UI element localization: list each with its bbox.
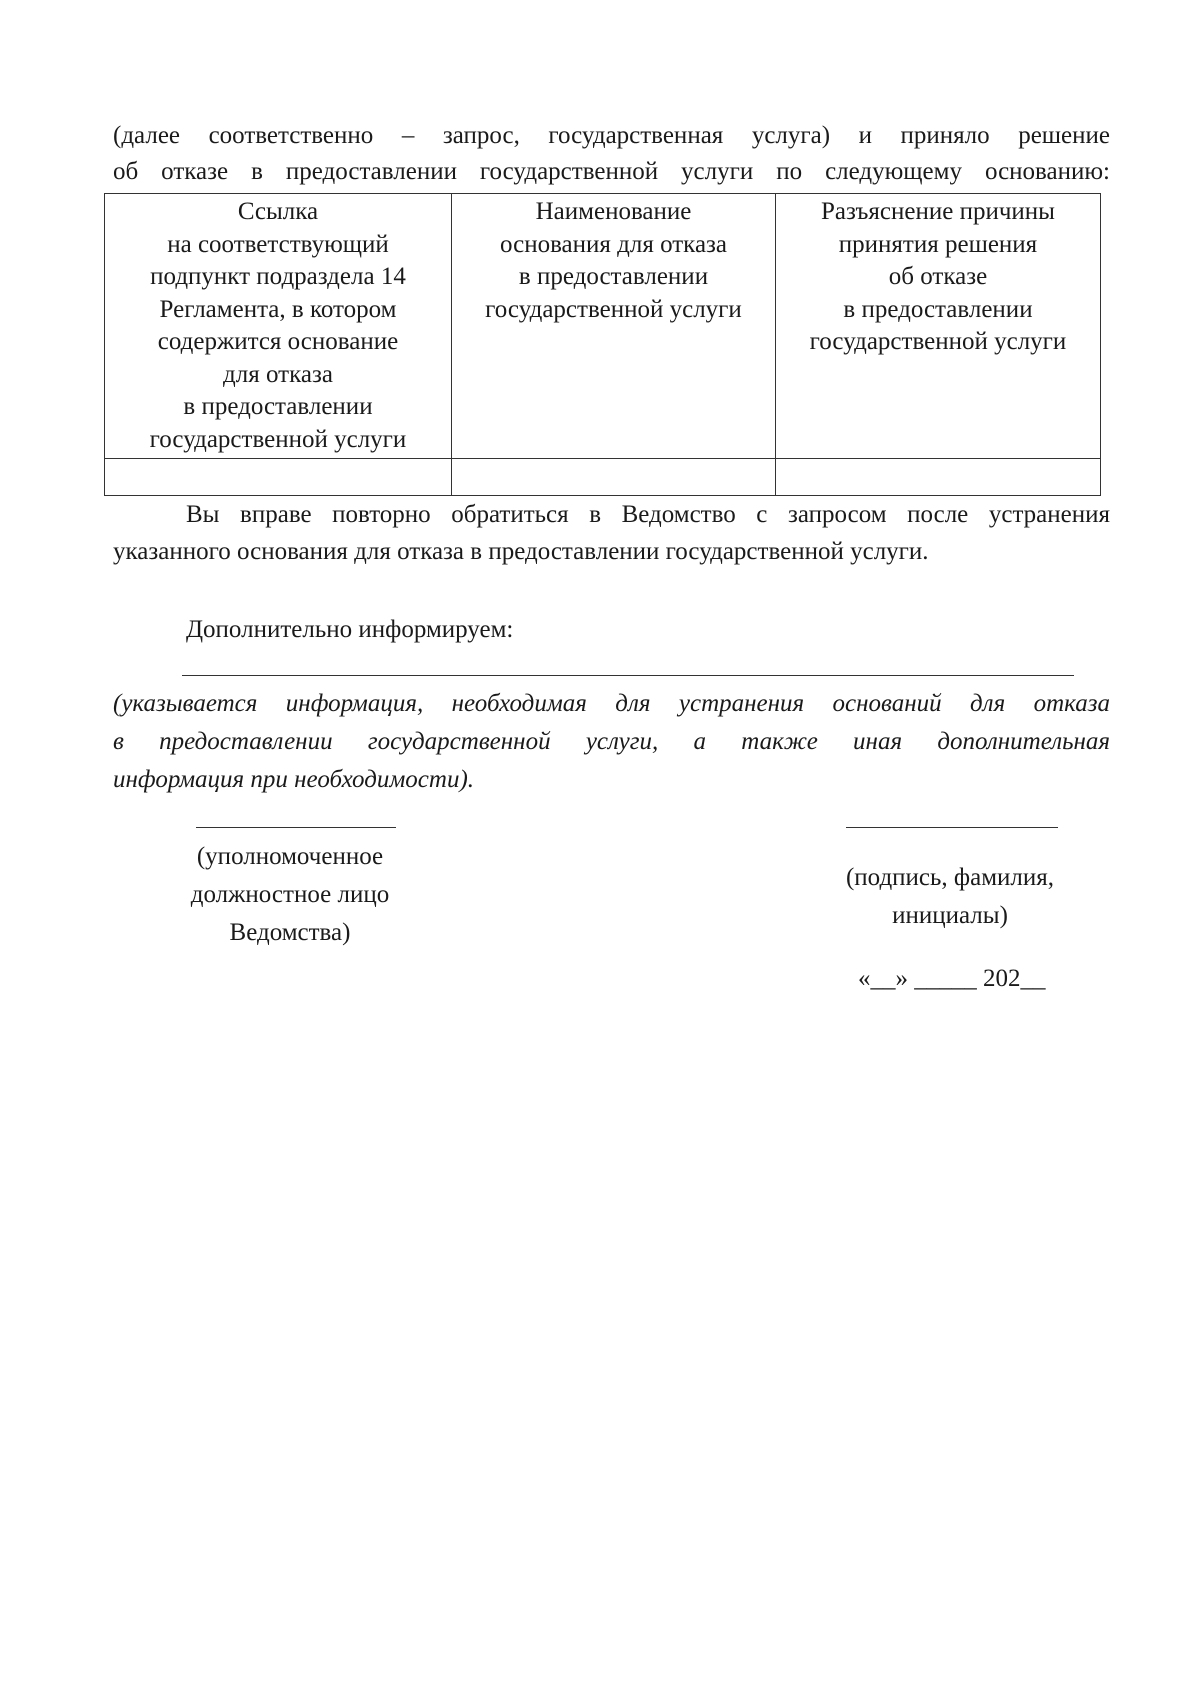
- caption-line: (подпись, фамилия,: [845, 864, 1055, 891]
- header-line: государственной услуги: [809, 328, 1067, 355]
- header-reference-cell: [105, 194, 452, 459]
- caption-line: (уполномоченное: [196, 843, 384, 870]
- header-line: для отказа: [223, 360, 333, 388]
- intro-line-2: об отказе в предоставлении государственной услуги по следующему основанию:: [113, 158, 1110, 185]
- table-cell: [776, 459, 1101, 496]
- header-line: Ссылка: [237, 198, 319, 225]
- header-line: в предоставлении: [843, 295, 1033, 323]
- reapply-line-1: Вы вправе повторно обратиться в Ведомство с запросом после устранения: [186, 501, 1110, 528]
- caption-line: инициалы): [892, 902, 1008, 929]
- header-line: Наименование: [535, 198, 692, 225]
- additional-info-label: Дополнительно информируем:: [186, 616, 514, 643]
- header-line: основания для отказа: [499, 230, 728, 258]
- header-line: принятия решения: [838, 230, 1038, 258]
- intro-line-1: (далее соответственно – запрос, государственная услуга) и приняло решение: [113, 122, 1110, 149]
- header-ground-name-cell: [452, 194, 776, 459]
- date-field: «__» _____ 202__: [858, 965, 1046, 992]
- caption-line: должностное лицо: [190, 881, 390, 908]
- header-line: в предоставлении: [183, 393, 373, 420]
- official-caption: [150, 838, 430, 952]
- header-line: подпункт подраздела 14: [150, 263, 406, 290]
- note-line-3: информация при необходимости).: [113, 766, 475, 793]
- table-cell: [452, 459, 776, 496]
- table-row: [105, 459, 1101, 496]
- header-line: государственной услуги: [485, 295, 742, 323]
- header-line: на соответствующий: [167, 230, 389, 258]
- table-cell: [105, 459, 452, 496]
- header-line: Регламента, в котором: [159, 295, 397, 323]
- header-line: содержится основание: [157, 328, 399, 355]
- reapply-line-2: указанного основания для отказа в предоставлении государственной услуги.: [113, 538, 929, 565]
- official-signature-line: [196, 827, 396, 828]
- signature-caption: [800, 859, 1100, 935]
- signature-name-line: [846, 827, 1058, 828]
- note-line-2: в предоставлении государственной услуги, а также иная дополнительная: [113, 728, 1110, 755]
- table-header-row: [105, 194, 1101, 459]
- refusal-grounds-table: [104, 193, 1101, 496]
- caption-line: Ведомства): [229, 919, 351, 946]
- header-line: в предоставлении: [518, 263, 709, 290]
- header-line: об отказе: [888, 263, 988, 290]
- header-line: Разъяснение причины: [821, 198, 1055, 225]
- note-line-1: (указывается информация, необходимая для устранения оснований для отказа: [113, 690, 1110, 717]
- additional-info-blank-line: [182, 675, 1074, 676]
- header-explanation-cell: [776, 194, 1101, 459]
- header-line: государственной услуги: [149, 425, 407, 453]
